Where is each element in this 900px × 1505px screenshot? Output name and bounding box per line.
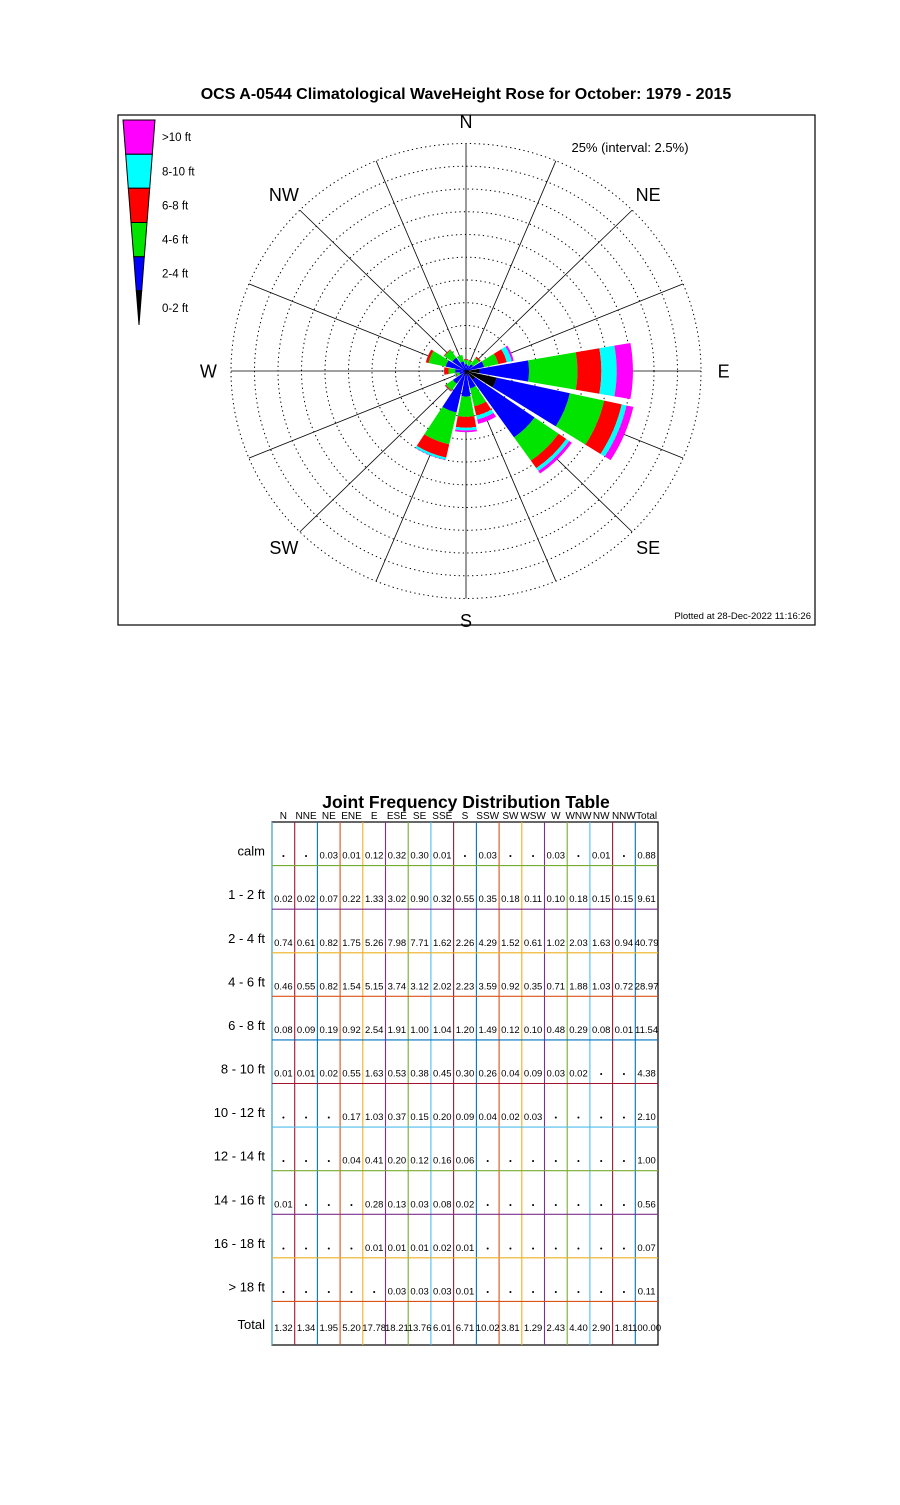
table-cell: • [350,1287,353,1296]
table-cell: 0.04 [342,1156,361,1167]
table-cell: 0.01 [456,1243,475,1254]
table-cell: 0.71 [547,981,566,992]
table-cell: 1.88 [569,981,588,992]
table-cell: 10.02 [476,1323,500,1334]
table-cell: • [623,1157,626,1166]
rose-wedge-E-8-10ft [599,346,616,397]
table-cell: 1.32 [274,1323,293,1334]
table-cell: 4.29 [478,938,497,949]
table-cell: 40.79 [635,938,659,949]
col-header-ENE: ENE [341,811,362,822]
table-cell: 1.03 [592,981,611,992]
table-cell: 0.82 [320,981,339,992]
table-cell: 0.07 [637,1243,656,1254]
col-header-SSE: SSE [432,811,452,822]
table-cell: 3.02 [388,894,407,905]
row-label-3: 2 - 4 ft [228,931,265,946]
table-cell: 7.98 [388,938,407,949]
table-cell: 1.20 [456,1025,475,1036]
table-cell: 0.02 [274,894,293,905]
table-cell: • [509,1244,512,1253]
table-cell: 0.15 [410,1112,429,1123]
table-cell: • [532,852,535,861]
table-cell: 0.88 [637,851,656,862]
table-cell: 1.62 [433,938,452,949]
table-cell: • [600,1070,603,1079]
table-cell: 0.92 [501,981,520,992]
table-cell: 1.00 [410,1025,429,1036]
table-cell: • [623,1244,626,1253]
table-cell: 1.52 [501,938,520,949]
table-cell: • [327,1113,330,1122]
table-cell: • [532,1157,535,1166]
table-cell: 28.97 [635,981,659,992]
table-cell: 1.04 [433,1025,452,1036]
row-label-5: 6 - 8 ft [228,1018,265,1033]
table-cell: • [327,1287,330,1296]
table-cell: • [600,1287,603,1296]
table-cell: • [282,1244,285,1253]
table-cell: 0.56 [637,1199,656,1210]
row-label-12: Total [238,1317,266,1332]
table-cell: 0.20 [433,1112,452,1123]
table-cell: 1.02 [547,938,566,949]
compass-label-SW: SW [269,538,298,558]
col-header-Total: Total [636,811,657,822]
table-cell: 0.12 [365,851,384,862]
table-cell: 1.63 [365,1069,384,1080]
table-cell: 13.76 [408,1323,432,1334]
table-cell: 1.29 [524,1323,543,1334]
table-cell: • [554,1287,557,1296]
table-cell: 0.19 [320,1025,339,1036]
compass-label-N: N [460,112,473,132]
table-cell: • [623,1200,626,1209]
compass-label-SE: SE [636,538,660,558]
table-cell: 0.90 [410,894,429,905]
legend-swatch-4-6ft [131,223,147,257]
table-cell: • [509,1157,512,1166]
legend-label: 4-6 ft [162,235,189,247]
table-cell: 0.92 [342,1025,361,1036]
table-cell: • [305,1200,308,1209]
table-cell: 5.20 [342,1323,361,1334]
table-cell: 0.16 [433,1156,452,1167]
table-cell: 0.82 [320,938,339,949]
table-cell: • [282,1157,285,1166]
table-cell: 0.08 [433,1199,452,1210]
table-cell: 0.18 [569,894,588,905]
table-cell: • [305,1113,308,1122]
row-label-10: 16 - 18 ft [214,1236,266,1251]
table-cell: • [305,1287,308,1296]
row-label-11: > 18 ft [229,1279,266,1294]
table-cell: • [305,852,308,861]
table-cell: 0.01 [274,1069,293,1080]
table-cell: • [373,1287,376,1296]
table-cell: 3.12 [410,981,429,992]
table-cell: 0.30 [410,851,429,862]
row-label-8: 12 - 14 ft [214,1149,266,1164]
table-cell: 0.09 [297,1025,316,1036]
table-cell: • [350,1244,353,1253]
col-header-ESE: ESE [387,811,407,822]
col-header-SE: SE [413,811,427,822]
table-cell: 0.32 [388,851,407,862]
table-cell: 1.03 [365,1112,384,1123]
table-cell: • [623,1113,626,1122]
table-cell: • [350,1200,353,1209]
table-cell: 1.91 [388,1025,407,1036]
rose-wedge-S-6-8ft [456,416,476,428]
table-cells [274,851,661,1334]
compass-label-W: W [200,362,217,382]
table-cell: 0.53 [388,1069,407,1080]
col-header-E: E [371,811,378,822]
table-cell: 0.01 [433,851,452,862]
table-cell: 2.02 [433,981,452,992]
table-cell: 0.20 [388,1156,407,1167]
table-cell: 1.33 [365,894,384,905]
table-cell: • [327,1200,330,1209]
table-cell: 100.00 [632,1323,661,1334]
table-cell: 0.02 [433,1243,452,1254]
table-cell: • [577,1244,580,1253]
row-label-7: 10 - 12 ft [214,1105,266,1120]
table-cell: 0.01 [274,1199,293,1210]
table-cell: • [554,1200,557,1209]
table-cell: • [532,1287,535,1296]
table-cell: • [282,852,285,861]
table-cell: 0.10 [547,894,566,905]
rose-wedge-E->10ft [614,343,633,399]
compass-label-NE: NE [636,185,661,205]
table-cell: 0.08 [592,1025,611,1036]
col-header-NE: NE [322,811,336,822]
table-cell: 11.54 [635,1025,658,1036]
table-cell: 0.02 [297,894,316,905]
table-cell: • [282,1287,285,1296]
table-cell: 0.15 [592,894,611,905]
table-cell: 6.71 [456,1323,475,1334]
table-cell: 0.03 [388,1286,407,1297]
table-cell: 0.11 [638,1286,656,1297]
table-cell: 0.01 [297,1069,316,1080]
col-header-NNW: NNW [612,811,636,822]
table-cell: 2.23 [456,981,475,992]
table-cell: • [509,1200,512,1209]
table-cell: • [327,1244,330,1253]
table-cell: 0.01 [456,1286,475,1297]
table-cell: 3.81 [501,1323,520,1334]
table-cell: 0.35 [524,981,543,992]
table-cell: 2.26 [456,938,475,949]
legend-label: 0-2 ft [162,303,189,315]
table-cell: • [577,1200,580,1209]
table-cell: 0.01 [592,851,611,862]
table-cell: • [486,1244,489,1253]
table-cell: 0.55 [342,1069,361,1080]
table-cell: 0.01 [388,1243,407,1254]
table-cell: 1.54 [342,981,361,992]
rose-wedge-W-6-8ft [444,367,449,374]
table-cell: • [305,1157,308,1166]
table-cell: 0.04 [478,1112,497,1123]
table-cell: 0.07 [320,894,339,905]
table-cell: 4.40 [569,1323,588,1334]
legend-swatch-6-8ft [128,188,149,222]
table-cell: • [509,1287,512,1296]
table-cell: 0.04 [501,1069,520,1080]
table-cell: • [600,1244,603,1253]
table-cell: 4.38 [637,1069,656,1080]
table-cell: • [577,1113,580,1122]
table-cell: 1.81 [615,1323,634,1334]
table-cell: 9.61 [637,894,656,905]
col-header-SW: SW [502,811,519,822]
table-cell: • [486,1157,489,1166]
table-cell: 0.32 [433,894,452,905]
col-header-NNE: NNE [296,811,317,822]
table-cell: 1.34 [297,1323,316,1334]
table-cell: 0.41 [365,1156,384,1167]
table-cell: 3.74 [388,981,407,992]
table-row-labels [214,844,266,1332]
table-cell: 0.01 [615,1025,634,1036]
table-cell: 0.22 [342,894,361,905]
table-cell: 0.01 [410,1243,429,1254]
table-cell: • [623,1070,626,1079]
table-cell: 0.09 [456,1112,475,1123]
table-cell: • [532,1200,535,1209]
table-cell: 0.35 [478,894,497,905]
table-cell: • [282,1113,285,1122]
table-cell: 0.12 [501,1025,520,1036]
table-cell: 0.02 [456,1199,475,1210]
table-cell: 0.03 [547,851,566,862]
table-cell: • [577,1157,580,1166]
table-cell: 0.03 [478,851,497,862]
table-cell: 0.94 [615,938,634,949]
table-cell: 0.03 [410,1199,429,1210]
row-label-1: calm [238,844,265,859]
table-cell: 0.03 [524,1112,543,1123]
table-cell: 0.74 [274,938,293,949]
table-column-headers [280,811,657,822]
row-label-6: 8 - 10 ft [221,1062,265,1077]
rose-annotation: 25% (interval: 2.5%) [571,140,688,155]
table-cell: • [327,1157,330,1166]
table-cell: 0.03 [547,1069,566,1080]
table-cell: 0.29 [569,1025,588,1036]
table-cell: 2.54 [365,1025,384,1036]
table-cell: • [554,1244,557,1253]
table-cell: 1.95 [320,1323,339,1334]
table-cell: 2.90 [592,1323,611,1334]
table-cell: 0.15 [615,894,634,905]
legend-label: 8-10 ft [162,166,195,178]
legend-label: 6-8 ft [162,200,189,212]
table-cell: • [600,1113,603,1122]
table-cell: 0.61 [524,938,543,949]
table-cell: 0.26 [478,1069,497,1080]
col-header-S: S [462,811,469,822]
table-cell: • [577,852,580,861]
table-cell: 0.06 [456,1156,475,1167]
table-cell: 0.01 [365,1243,384,1254]
table-cell: 0.18 [501,894,520,905]
table-cell: 0.45 [433,1069,452,1080]
table-cell: 6.01 [433,1323,452,1334]
table-cell: • [305,1244,308,1253]
table-cell: 0.03 [410,1286,429,1297]
table-cell: 0.28 [365,1199,384,1210]
table-cell: 7.71 [410,938,429,949]
table-cell: • [532,1244,535,1253]
table-cell: 1.75 [342,938,361,949]
table-cell: 0.01 [342,851,361,862]
col-header-N: N [280,811,287,822]
table-cell: 1.63 [592,938,611,949]
table-cell: 0.12 [410,1156,429,1167]
table-cell: 0.09 [524,1069,543,1080]
table-cell: • [486,1200,489,1209]
table-cell: 0.55 [456,894,475,905]
table-cell: • [509,852,512,861]
table-cell: • [464,852,467,861]
table-cell: 1.00 [637,1156,656,1167]
legend-label: >10 ft [162,132,192,144]
table-cell: 0.08 [274,1025,293,1036]
table-cell: 0.17 [342,1112,361,1123]
col-header-WNW: WNW [565,811,592,822]
table-cell: 0.30 [456,1069,475,1080]
table-cell: 0.13 [388,1199,407,1210]
table-cell: 0.10 [524,1025,543,1036]
table-cell: 18.21 [385,1323,409,1334]
table-cell: • [623,852,626,861]
col-header-WSW: WSW [520,811,546,822]
row-label-2: 1 - 2 ft [228,887,265,902]
table-cell: • [600,1157,603,1166]
legend-label: 2-4 ft [162,269,189,281]
table-cell: 2.43 [547,1323,566,1334]
table-cell: 2.10 [637,1112,656,1123]
table-cell: 0.38 [410,1069,429,1080]
compass-label-S: S [460,611,472,631]
table-cell: 2.03 [569,938,588,949]
rose-title: OCS A-0544 Climatological WaveHeight Rose for October: 1979 - 2015 [201,86,732,103]
table-cell: 1.49 [478,1025,497,1036]
rose-footer-timestamp: Plotted at 28-Dec-2022 11:16:26 [674,611,811,622]
table-cell: • [600,1200,603,1209]
col-header-SSW: SSW [476,811,499,822]
table-cell: 0.03 [433,1286,452,1297]
table-cell: 0.03 [320,851,339,862]
table-cell: • [577,1287,580,1296]
table-cell: 0.55 [297,981,316,992]
compass-label-NW: NW [269,185,299,205]
row-label-9: 14 - 16 ft [214,1192,266,1207]
table-cell: 0.61 [297,938,316,949]
col-header-NW: NW [593,811,610,822]
table-cell: • [623,1287,626,1296]
table-cell: 0.11 [524,894,542,905]
row-label-4: 4 - 6 ft [228,974,265,989]
table-cell: 5.26 [365,938,384,949]
table-cell: 0.72 [615,981,634,992]
table-cell: • [554,1157,557,1166]
table-cell: 17.78 [362,1323,386,1334]
table-cell: 0.02 [569,1069,588,1080]
table-cell: • [486,1287,489,1296]
table-cell: 0.48 [547,1025,566,1036]
table-cell: 0.02 [320,1069,339,1080]
col-header-W: W [551,811,561,822]
table-cell: 0.02 [501,1112,520,1123]
legend-swatch-8-10ft [126,154,153,188]
compass-label-E: E [718,362,730,382]
table-cell: 0.46 [274,981,293,992]
table-cell: 3.59 [478,981,497,992]
legend-swatch->10ft [123,120,155,154]
rose-wedge-E-6-8ft [576,348,602,394]
table-cell: 5.15 [365,981,384,992]
table-cell: 0.37 [388,1112,407,1123]
table-cell: • [554,1113,557,1122]
table-title: Joint Frequency Distribution Table [322,792,610,812]
